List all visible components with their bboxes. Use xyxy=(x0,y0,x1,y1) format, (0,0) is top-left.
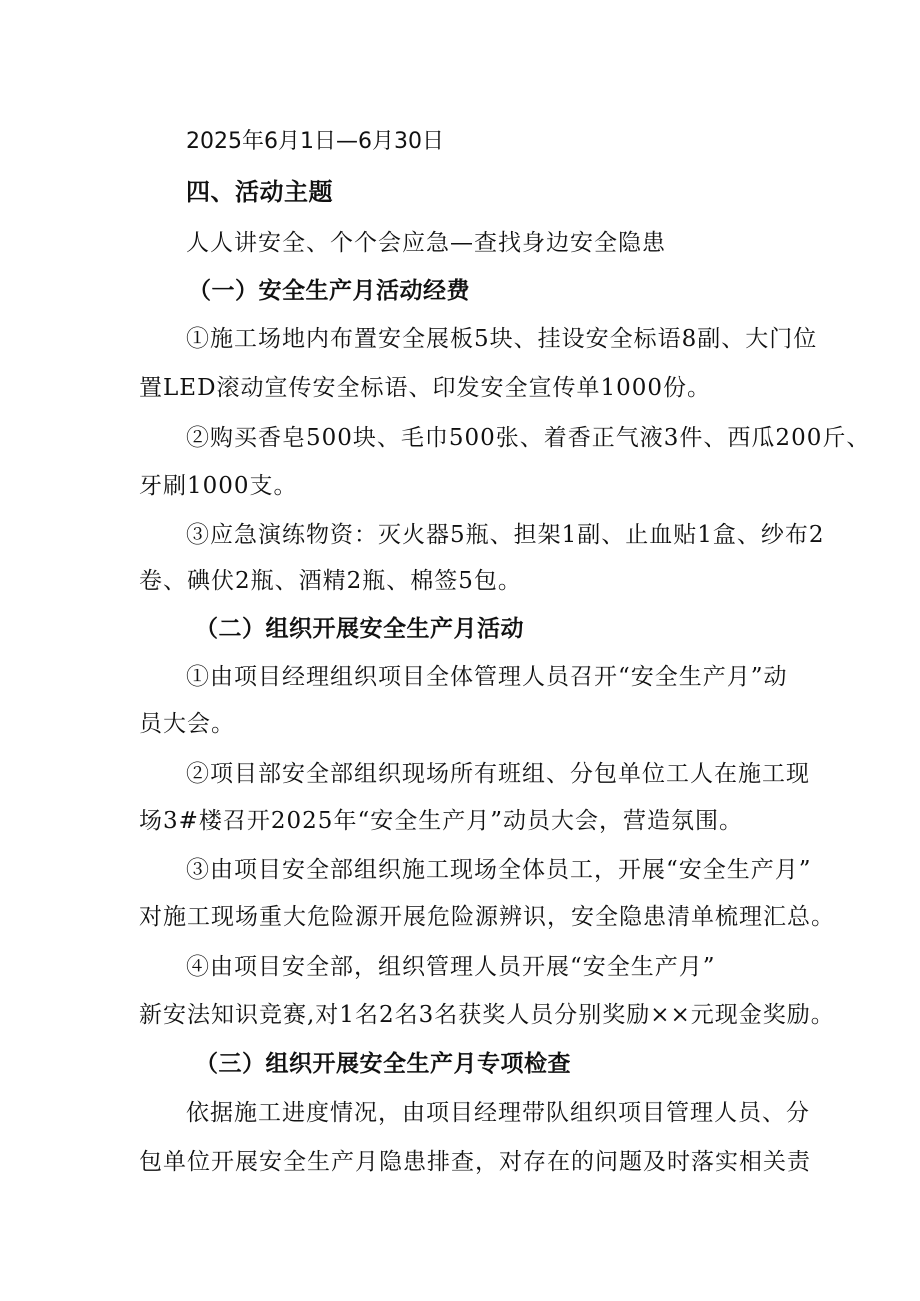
part-one-item1-line1: ①施工场地内布置安全展板5块、挂设安全标语8副、大门位 xyxy=(186,326,818,352)
part-one-item2-line1: ②购买香皂500块、毛巾500张、着香正气液3件、西瓜200斤、 xyxy=(186,425,871,451)
part-two-item4-line2: 新安法知识竞赛,对1名2名3名获奖人员分别奖励××元现金奖励。 xyxy=(139,1002,835,1028)
part-one-item3-line1: ③应急演练物资：灭火器5瓶、担架1副、止血贴1盒、纱布2 xyxy=(186,522,825,548)
part-two-item4-line1: ④由项目安全部，组织管理人员开展“安全生产月” xyxy=(186,954,716,980)
part-two-item3-line2: 对施工现场重大危险源开展危险源辨识，安全隐患清单梳理汇总。 xyxy=(139,904,835,930)
part-one-item2-line2: 牙刷1000支。 xyxy=(139,473,298,499)
part-two-item3-line1: ③由项目安全部组织施工现场全体员工，开展“安全生产月” xyxy=(186,857,812,883)
section-four-title: 四、活动主题 xyxy=(186,178,333,206)
part-two-item2-line2: 场3#楼召开2025年“安全生产月”动员大会，营造氛围。 xyxy=(139,808,743,834)
part-two-item2-line1: ②项目部安全部组织现场所有班组、分包单位工人在施工现 xyxy=(186,761,810,787)
part-three-para-line2: 包单位开展安全生产月隐患排查，对存在的问题及时落实相关责 xyxy=(139,1149,811,1175)
part-two-item1-line1: ①由项目经理组织项目全体管理人员召开“安全生产月”动 xyxy=(186,664,788,690)
theme-text: 人人讲安全、个个会应急—查找身边安全隐患 xyxy=(186,230,666,256)
part-one-item1-line2: 置LED滚动宣传安全标语、印发安全宣传单1000份。 xyxy=(139,375,712,401)
part-one-title: （一）安全生产月活动经费 xyxy=(188,278,470,304)
part-two-title: （二）组织开展安全生产月活动 xyxy=(195,616,524,642)
part-two-item1-line2: 员大会。 xyxy=(139,711,235,737)
part-three-para-line1: 依据施工进度情况，由项目经理带队组织项目管理人员、分 xyxy=(186,1100,810,1126)
part-one-item3-line2: 卷、碘伏2瓶、酒精2瓶、棉签5包。 xyxy=(139,568,522,594)
part-three-title: （三）组织开展安全生产月专项检查 xyxy=(195,1051,571,1077)
date-range: 2025年6月1日—6月30日 xyxy=(186,129,444,154)
